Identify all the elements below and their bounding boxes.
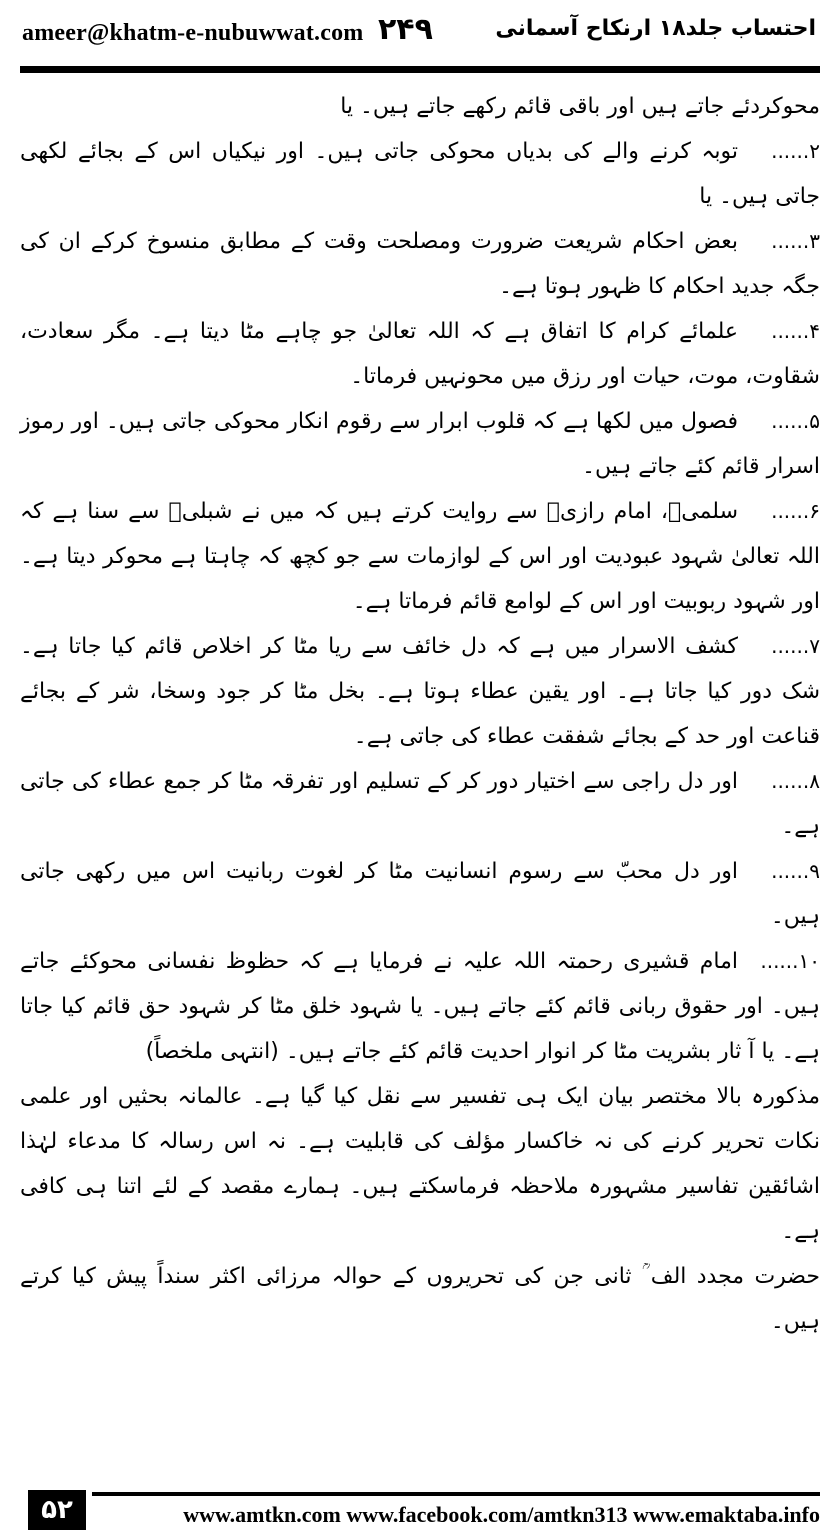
- item-number: ۲......: [771, 139, 820, 163]
- item-number: ۳......: [771, 229, 820, 253]
- list-item: [20, 759, 820, 849]
- opening-paragraph: محوکردئے جاتے ہیں اور باقی قائم رکھے جاتے ہیں۔ یا: [340, 94, 820, 119]
- item-text: بعض احکام شریعت ضرورت ومصلحت وقت کے مطابق منسوخ کرکے ان کی جگہ جدید احکام کا ظہور ہوتا ہے۔: [20, 229, 820, 299]
- item-text: امام قشیری رحمتہ اللہ علیہ نے فرمایا ہے کہ حظوظ نفسانی محوکئے جاتے ہیں۔ اور حقوق ربانی قائم کئے جاتے ہیں۔ یا شہود خلق مٹا کر شہود حق قائم کیا جاتا ہے۔ یا آ ثار بشریت مٹا کر انوار احدیت قائم کئے جاتے ہیں۔ (انتہی ملخصاً): [20, 949, 820, 1064]
- item-text: اور دل راجی سے اختیار دور کر کے تسلیم اور تفرقہ مٹا کر جمع عطاء کی جاتی ہے۔: [20, 769, 820, 839]
- list-item: [20, 624, 820, 759]
- item-text: فصول میں لکھا ہے کہ قلوب ابرار سے رقوم انکار محوکی جاتی ہیں۔ اور رموز اسرار قائم کئے جاتے ہیں۔: [20, 409, 820, 479]
- list-item: [20, 129, 820, 219]
- page-footer: [0, 1486, 840, 1540]
- item-number: ۷......: [771, 634, 820, 658]
- list-item: [20, 939, 820, 1074]
- list-item: [20, 849, 820, 939]
- header-email: ameer@khatm-e-nubuwwat.com: [22, 20, 364, 46]
- item-number: ۴......: [771, 319, 820, 343]
- item-text: سلمیؒ، امام رازیؒ سے روایت کرتے ہیں کہ میں نے شبلیؒ سے سنا ہے کہ اللہ تعالیٰ شہود عبودیت اور اس کے لوازمات سے جو کچھ کہ چاہتا ہے محوکر دیتا ہے۔ اور شہود ربوبیت اور اس کے لوامع قائم فرماتا ہے۔: [20, 499, 820, 614]
- header-book-title: احتساب جلد۱۸ ارنکاح آسمانی: [495, 16, 816, 41]
- list-item: [20, 309, 820, 399]
- item-number: ۵......: [771, 409, 820, 433]
- footer-page-number: ۵۲: [28, 1490, 86, 1530]
- closing-line: حضرت مجدد الف ؒ ثانی جن کی تحریروں کے حوالہ مرزائی اکثر سنداً پیش کیا کرتے ہیں۔: [20, 1264, 820, 1334]
- header-page-number: ۲۴۹: [378, 12, 433, 47]
- item-number: ۱۰......: [760, 949, 820, 973]
- list-item: [20, 399, 820, 489]
- footer-links: www.amtkn.com www.facebook.com/amtkn313 www.emaktaba.info: [183, 1502, 820, 1527]
- list-item: [20, 489, 820, 624]
- list-item: [20, 219, 820, 309]
- item-number: ۶......: [771, 499, 820, 523]
- item-text: اور دل محبّ سے رسوم انسانیت مٹا کر لغوت ربانیت اس میں رکھی جاتی ہیں۔: [20, 859, 820, 929]
- item-text: کشف الاسرار میں ہے کہ دل خائف سے ریا مٹا کر اخلاص قائم کیا جاتا ہے۔ شک دور کیا جاتا ہے۔ اور یقین عطاء ہوتا ہے۔ بخل مٹا کر جود وسخا، شر کے بجائے قناعت اور حد کے بجائے شفقت عطاء کی جاتی ہے۔: [20, 634, 820, 749]
- header-rule: [20, 66, 820, 73]
- item-number: ۹......: [771, 859, 820, 883]
- page-header: [0, 0, 840, 60]
- page-body: [20, 84, 820, 1344]
- footer-rule: [92, 1492, 820, 1496]
- item-number: ۸......: [771, 769, 820, 793]
- item-text: توبہ کرنے والے کی بدیاں محوکی جاتی ہیں۔ اور نیکیاں اس کے بجائے لکھی جاتی ہیں۔ یا: [20, 139, 820, 209]
- closing-paragraph: مذکورہ بالا مختصر بیان ایک ہی تفسیر سے نقل کیا گیا ہے۔ عالمانہ بحثیں اور علمی نکات تحریر کرنے کی نہ خاکسار مؤلف کی قابلیت ہے۔ نہ اس رسالہ کا مدعاء لہٰذا اشائقین تفاسیر مشہورہ ملاحظہ فرماسکتے ہیں۔ ہمارے مقصد کے لئے اتنا ہی کافی ہے۔: [20, 1084, 820, 1244]
- item-text: علمائے کرام کا اتفاق ہے کہ اللہ تعالیٰ جو چاہے مٹا دیتا ہے۔ مگر سعادت، شقاوت، موت، حیات اور رزق میں محونہیں فرماتا۔: [20, 319, 820, 389]
